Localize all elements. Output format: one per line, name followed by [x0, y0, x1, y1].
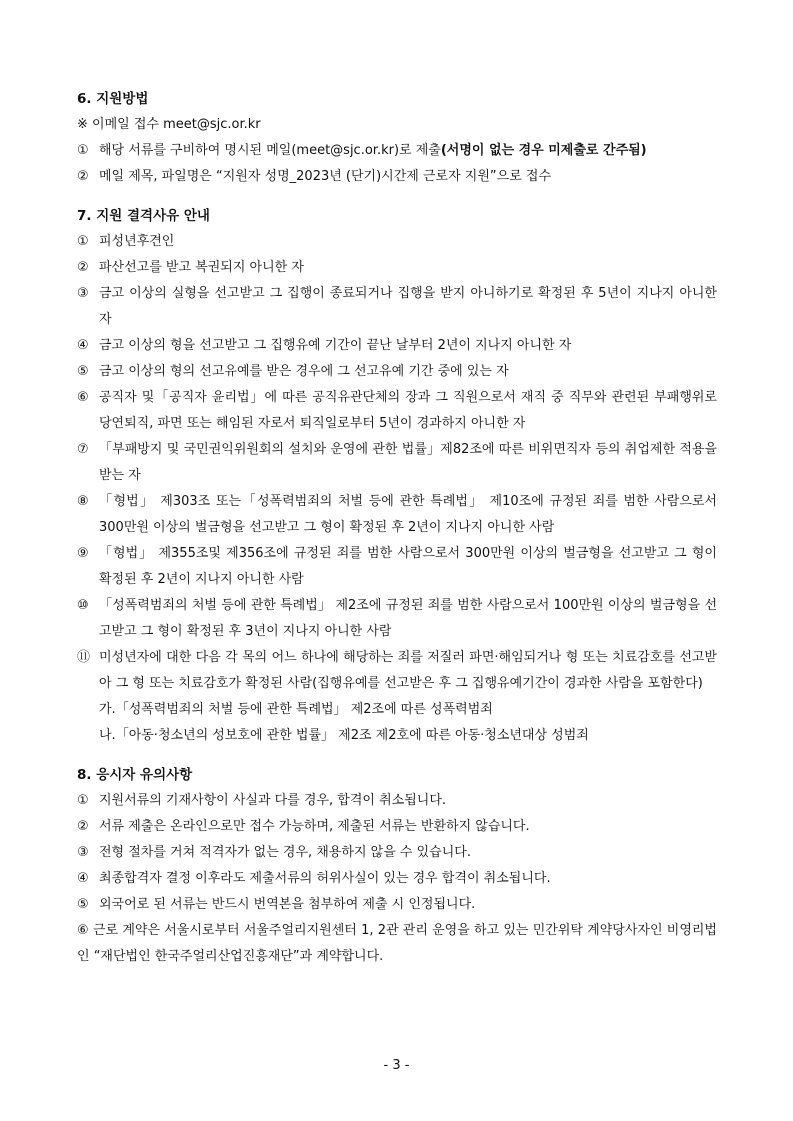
- list-item: [77, 866, 717, 892]
- item-number: ③: [77, 845, 89, 860]
- list-item: [77, 645, 717, 697]
- page-number: - 3 -: [383, 1058, 410, 1073]
- list-item: [77, 359, 717, 385]
- list-item: [77, 164, 717, 190]
- item-number: ⑪: [77, 650, 91, 665]
- item-text: 「부패방지 및 국민권익위원회의 설치와 운영에 관한 법률」제82조에 따른 비위면직자 등의 취업제한 적용을 받는 자: [99, 442, 717, 483]
- section-disqualification: [77, 203, 717, 749]
- item-number: ⑤: [77, 364, 89, 379]
- section-application-method: [77, 86, 717, 190]
- list-item: [77, 385, 717, 437]
- sub-item: 나.「아동·청소년의 성보호에 관한 법률」 제2조 제2호에 따른 아동·청소년대상 성범죄: [99, 728, 589, 743]
- section-heading: 7. 지원 결격사유 안내: [77, 208, 210, 224]
- list-item: [77, 255, 717, 281]
- item-number: ②: [77, 169, 89, 184]
- list-item: [77, 333, 717, 359]
- item-text: 지원서류의 기재사항이 사실과 다를 경우, 합격이 취소됩니다.: [99, 793, 447, 808]
- item-number: ⑥: [77, 390, 89, 405]
- item-text: 「형법」 제303조 또는「성폭력범죄의 처벌 등에 관한 특례법」 제10조에 규정된 죄를 범한 사람으로서 300만원 이상의 벌금형을 선고받고 그 형이 확정된 후 2년이 지나지 아니한 사람: [99, 494, 717, 535]
- item-number: ②: [77, 819, 89, 834]
- item-text: 최종합격자 결정 이후라도 제출서류의 허위사실이 있는 경우 합격이 취소됩니다.: [99, 871, 551, 886]
- item-number: ②: [77, 260, 89, 275]
- item-text: 금고 이상의 형을 선고받고 그 집행유예 기간이 끝난 날부터 2년이 지나지 아니한 자: [99, 338, 572, 353]
- document-body: [77, 86, 717, 983]
- item-number: ⑩: [77, 598, 89, 613]
- item-number: ④: [77, 338, 89, 353]
- list-item: [77, 138, 717, 164]
- item-text: 「형법」 제355조및 제356조에 규정된 죄를 범한 사람으로서 300만원 이상의 벌금형을 선고받고 그 형이 확정된 후 2년이 지나지 아니한 사람: [99, 546, 717, 587]
- item-number: ⑤: [77, 897, 89, 912]
- list-item: [77, 437, 717, 489]
- item-number: ①: [77, 793, 89, 808]
- list-item: [77, 593, 717, 645]
- item-number: ⑦: [77, 442, 89, 457]
- list-item: [77, 892, 717, 918]
- item-text: 전형 절차를 거쳐 적격자가 없는 경우, 채용하지 않을 수 있습니다.: [99, 845, 471, 860]
- item-number: ④: [77, 871, 89, 886]
- item-number: ③: [77, 286, 89, 301]
- item-text: 파산선고를 받고 복권되지 아니한 자: [99, 260, 304, 275]
- section-heading: 8. 응시자 유의사항: [77, 767, 193, 783]
- item-number: ⑨: [77, 546, 89, 561]
- list-item: [77, 489, 717, 541]
- sub-item: 가.「성폭력범죄의 처벌 등에 관한 특례법」 제2조에 따른 성폭력범죄: [99, 702, 493, 717]
- list-item: [77, 229, 717, 255]
- item-text: 메일 제목, 파일명은 “지원자 성명_2023년 (단기)시간제 근로자 지원”으로 접수: [99, 169, 552, 184]
- item-text: 금고 이상의 형의 선고유예를 받은 경우에 그 선고유예 기간 중에 있는 자: [99, 364, 509, 379]
- item-text: 해당 서류를 구비하여 명시된 메일(meet@sjc.or.kr)로 제출: [99, 143, 441, 158]
- section-applicant-notes: [77, 762, 717, 970]
- item-number: ⑧: [77, 494, 89, 509]
- item-number: ①: [77, 143, 89, 158]
- email-note: ※ 이메일 접수 meet@sjc.or.kr: [77, 117, 261, 132]
- section-heading: 6. 지원방법: [77, 91, 149, 107]
- item-text: 서류 제출은 온라인으로만 접수 가능하며, 제출된 서류는 반환하지 않습니다.: [99, 819, 530, 834]
- list-item: [77, 814, 717, 840]
- contract-paragraph: ⑥ 근로 계약은 서울시로부터 서울주얼리지원센터 1, 2관 관리 운영을 하고 있는 민간위탁 계약당사자인 비영리법인 “재단법인 한국주얼리산업진흥재단”과 계약합니다.: [77, 923, 717, 964]
- item-text: 공직자 및「공직자 윤리법」에 따른 공직유관단체의 장과 그 직원으로서 재직 중 직무와 관련된 부패행위로 당연퇴직, 파면 또는 해임된 자로서 퇴직일로부터 5년이 경과하지 아니한 자: [99, 390, 717, 431]
- item-text: 피성년후견인: [99, 234, 175, 249]
- item-bold-text: (서명이 없는 경우 미제출로 간주됨): [440, 143, 647, 158]
- item-text: 「성폭력범죄의 처벌 등에 관한 특례법」 제2조에 규정된 죄를 범한 사람으로서 100만원 이상의 벌금형을 선고받고 그 형이 확정된 후 3년이 지나지 아니한 사람: [99, 598, 717, 639]
- list-item: [77, 281, 717, 333]
- list-item: [77, 788, 717, 814]
- item-number: ①: [77, 234, 89, 249]
- item-text: 외국어로 된 서류는 반드시 번역본을 첨부하여 제출 시 인정됩니다.: [99, 897, 476, 912]
- item-text: 미성년자에 대한 다음 각 목의 어느 하나에 해당하는 죄를 저질러 파면·해임되거나 형 또는 치료감호를 선고받아 그 형 또는 치료감호가 확정된 사람(집행유예를 선고받은 후 그 집행유예기간이 경과한 사람을 포함한다): [99, 650, 717, 691]
- item-text: 금고 이상의 실형을 선고받고 그 집행이 종료되거나 집행을 받지 아니하기로 확정된 후 5년이 지나지 아니한 자: [99, 286, 717, 327]
- list-item: [77, 840, 717, 866]
- list-item: [77, 541, 717, 593]
